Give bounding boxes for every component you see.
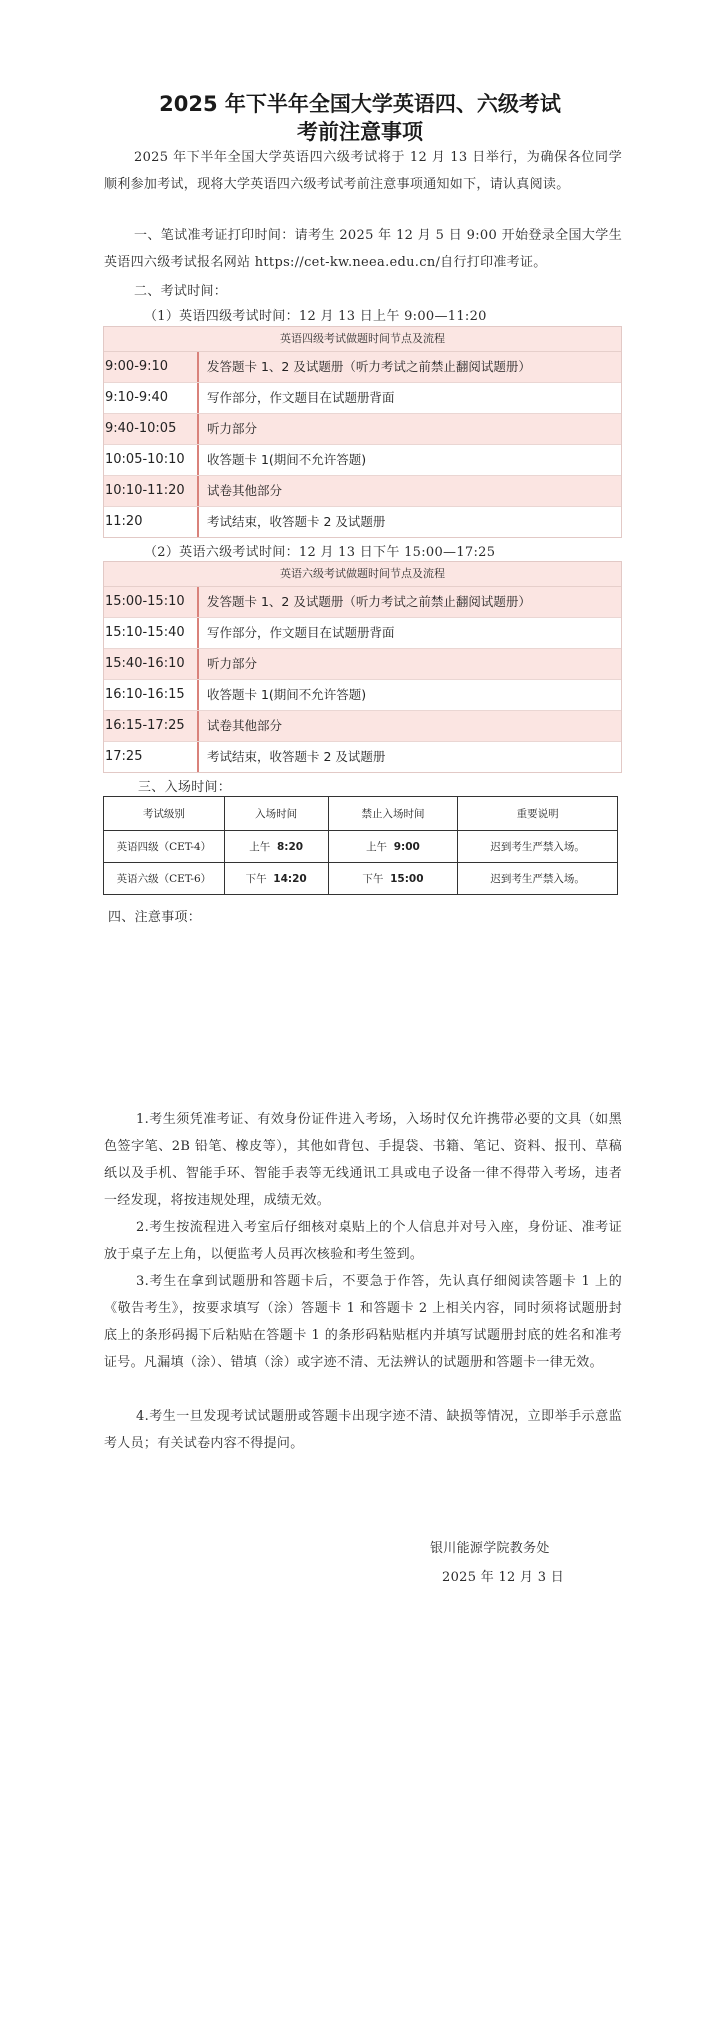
row-time: 15:10-15:40 [104,618,199,648]
section4-title: 四、注意事项： [108,910,202,925]
intro-paragraph: 2025 年下半年全国大学英语四六级考试将于 12 月 13 日举行，为确保各位同学顺利参加考试，现将大学英语四六级考试考前注意事项通知如下，请认真阅读。 [104,150,622,192]
cet6-heading: （2）英语六级考试时间：12 月 13 日下午 15:00—17:25 [144,545,496,560]
row-desc: 试卷其他部分 [207,483,283,498]
signature-org: 银川能源学院教务处 [430,1541,550,1556]
row-time: 10:05-10:10 [104,445,199,475]
section2-title: 二、考试时间： [134,284,228,299]
note-cell: 迟到考生严禁入场。 [458,863,618,895]
table-header-row [104,797,618,831]
note-1: 1.考生须凭准考证、有效身份证件进入考场，入场时仅允许携带必要的文具（如黑色签字笔、2B 铅笔、橡皮等），其他如背包、手提袋、书籍、笔记、资料、报刊、草稿纸以及手机、智能手环、智能手表等无线通讯工具或电子设备一律不得带入考场，违者一经发现，将按违规处理，成绩无效。 [104,1112,622,1208]
row-desc: 写作部分，作文题目在试题册背面 [207,625,395,640]
section3-title: 三、入场时间： [138,780,232,795]
note-4: 4.考生一旦发现考试试题册或答题卡出现字迹不清、缺损等情况，立即举手示意监考人员；有关试卷内容不得提问。 [104,1409,622,1451]
note-cell: 迟到考生严禁入场。 [458,831,618,863]
row-time: 9:10-9:40 [104,383,199,413]
row-desc: 考试结束，收答题卡 2 及试题册 [207,514,386,529]
table-row [104,414,621,445]
row-desc: 发答题卡 1、2 及试题册（听力考试之前禁止翻阅试题册） [207,594,531,609]
entry-time-table [103,796,618,895]
table-row [104,507,621,537]
cet6-table-caption: 英语六级考试做题时间节点及流程 [104,562,621,587]
row-time: 10:10-11:20 [104,476,199,506]
ban-time-cell: 下午 15:00 [328,863,458,895]
row-desc: 收答题卡 1(期间不允许答题) [207,687,367,702]
table-row [104,618,621,649]
row-time: 16:15-17:25 [104,711,199,741]
table-row [104,680,621,711]
row-time: 17:25 [104,742,199,772]
row-desc: 写作部分，作文题目在试题册背面 [207,390,395,405]
header-cell: 考试级别 [104,797,225,831]
row-desc: 听力部分 [207,421,258,436]
row-time: 11:20 [104,507,199,537]
ban-time-cell: 上午 9:00 [328,831,458,863]
row-time: 15:40-16:10 [104,649,199,679]
row-desc: 试卷其他部分 [207,718,283,733]
note-2: 2.考生按流程进入考室后仔细核对桌贴上的个人信息并对号入座，身份证、准考证放于桌子左上角，以便监考人员再次核验和考生签到。 [104,1220,622,1262]
row-time: 15:00-15:10 [104,587,199,617]
table-row [104,831,618,863]
row-desc: 考试结束，收答题卡 2 及试题册 [207,749,386,764]
table-row [104,742,621,772]
page-title: 2025 年下半年全国大学英语四、六级考试 [159,92,561,116]
table-row [104,352,621,383]
cet4-table-caption: 英语四级考试做题时间节点及流程 [104,327,621,352]
signature-date: 2025 年 12 月 3 日 [442,1570,565,1585]
entry-time-cell: 下午 14:20 [224,863,328,895]
section1-paragraph: 一、笔试准考证打印时间：请考生 2025 年 12 月 5 日 9:00 开始登录全国大学生英语四六级考试报名网站 https://cet-kw.neea.edu.cn/自行打印准考证。 [104,228,622,270]
entry-time-cell: 上午 8:20 [224,831,328,863]
table-row [104,587,621,618]
table-row [104,863,618,895]
row-desc: 收答题卡 1(期间不允许答题) [207,452,367,467]
table-row [104,711,621,742]
cet4-heading: （1）英语四级考试时间：12 月 13 日上午 9:00—11:20 [144,309,487,324]
cet4-schedule-table [103,326,622,538]
table-row [104,649,621,680]
row-time: 16:10-16:15 [104,680,199,710]
header-cell: 禁止入场时间 [328,797,458,831]
page-subtitle: 考前注意事项 [297,120,423,144]
row-desc: 听力部分 [207,656,258,671]
row-desc: 发答题卡 1、2 及试题册（听力考试之前禁止翻阅试题册） [207,359,531,374]
table-row [104,476,621,507]
level-cell: 英语四级（CET-4） [104,831,225,863]
level-cell: 英语六级（CET-6） [104,863,225,895]
header-cell: 重要说明 [458,797,618,831]
cet6-schedule-table [103,561,622,773]
note-3: 3.考生在拿到试题册和答题卡后，不要急于作答，先认真仔细阅读答题卡 1 上的《敬告考生》，按要求填写（涂）答题卡 1 和答题卡 2 上相关内容，同时须将试题册封底上的条形码揭下后粘贴在答题卡 1 的条形码粘贴框内并填写试题册封底的姓名和准考证号。凡漏填（涂）、错填（涂）或字迹不清、无法辨认的试题册和答题卡一律无效。 [104,1274,622,1370]
table-row [104,445,621,476]
row-time: 9:00-9:10 [104,352,199,382]
table-row [104,383,621,414]
row-time: 9:40-10:05 [104,414,199,444]
header-cell: 入场时间 [224,797,328,831]
